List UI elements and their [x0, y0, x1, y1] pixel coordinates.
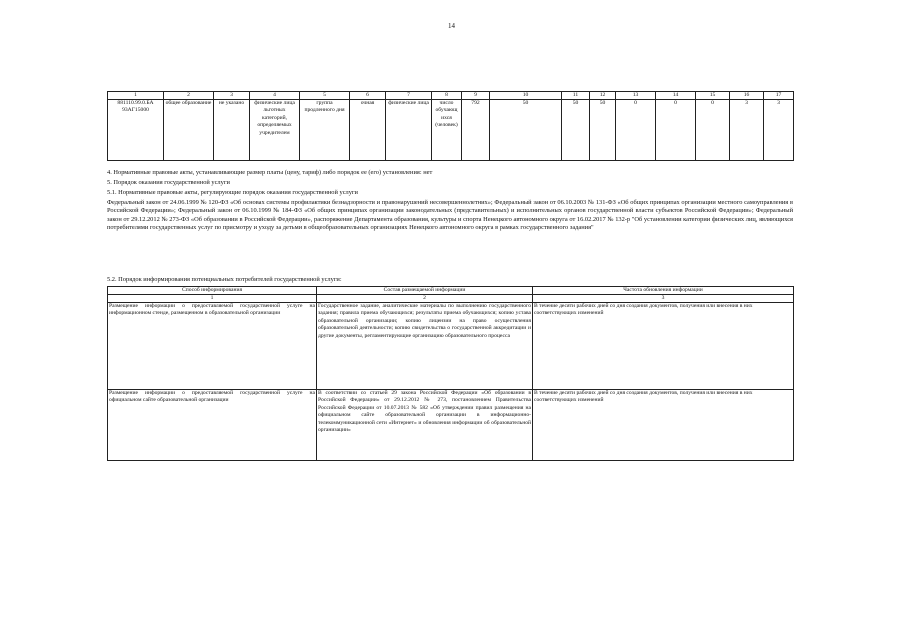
- col-number: 14: [656, 92, 696, 100]
- table-cell: 50: [562, 100, 590, 161]
- table-header-row: [108, 287, 794, 295]
- table-cell: физические лица: [386, 100, 432, 161]
- col-number: 6: [350, 92, 386, 100]
- table-row: [108, 390, 794, 461]
- section-heading-informing: 5.2. Порядок информирования потенциальных потребителей государственной услуги:: [107, 276, 342, 283]
- col-number: 3: [214, 92, 250, 100]
- update-frequency: В течение десяти рабочих дней со дня создания документов, получения или внесения в них соответствующих изменений: [533, 390, 794, 461]
- col-number: 2: [164, 92, 214, 100]
- col-number: 11: [562, 92, 590, 100]
- table-cell: 792: [462, 100, 490, 161]
- section-heading-legal-acts: 5.1. Нормативные правовые акты, регулирующие порядок оказания государственной услуги: [107, 189, 358, 196]
- col-number: 3: [533, 295, 794, 303]
- table-row: [108, 303, 794, 390]
- col-number: 17: [764, 92, 794, 100]
- col-number: 7: [386, 92, 432, 100]
- column-number-row: [108, 295, 794, 303]
- informing-method: Размещение информации о предоставляемой государственной услуге на информационном стенде, размещенном в образовательной организации: [108, 303, 317, 390]
- col-number: 1: [108, 295, 317, 303]
- table-cell: не указано: [214, 100, 250, 161]
- table-cell: группа продленного дня: [300, 100, 350, 161]
- table-cell: физические лица льготных категорий, определяемых учредителем: [250, 100, 300, 161]
- col-number: 16: [730, 92, 764, 100]
- col-number: 15: [696, 92, 730, 100]
- table-cell: 0: [696, 100, 730, 161]
- table-cell: 3: [764, 100, 794, 161]
- information-content: Государственное задание, аналитические материалы по выполнению государственного задания; правила приема обучающихся; результаты приема обучающихся; копию устава образовательной организации; копию лицензии на право осуществления образовательной деятельности; копию свидетельства о государственной аккредитации и другие документы, регламентирующие организацию образовательного процесса: [317, 303, 533, 390]
- legal-acts-text: Федеральный закон от 24.06.1999 № 120-ФЗ «Об основах системы профилактики безнадзорности и правонарушений несовершеннолетних»; Федеральный закон от 06.10.2003 № 131-ФЗ «Об общих принципах организации местного самоуправления в Российской Федерации»; Федеральный закон от 06.10.1999 № 184-ФЗ «Об общих принципах организации законодательных (представительных) и исполнительных органов государственной власти субъектов Российской Федерации»; Федеральный закон от 29.12.2012 № 273-ФЗ «Об образовании в Российской Федерации», распоряжение Департамента образования, культуры и спорта Ненецкого автономного округа от 16.02.2017 № 132-р "Об установлении категории физических лиц, являющихся потребителями государственных услуг по присмотру и уходу за детьми в общеобразовательных организациях Ненецкого автономного округа в рамках государственного задания": [107, 199, 793, 231]
- col-number: 10: [490, 92, 562, 100]
- table-cell: 50: [590, 100, 616, 161]
- table-cell: 0: [616, 100, 656, 161]
- informing-methods-table: [107, 286, 794, 461]
- col-number: 2: [317, 295, 533, 303]
- update-frequency: В течение десяти рабочих дней со дня создания документов, получения или внесения в них соответствующих изменений: [533, 303, 794, 390]
- col-number: 12: [590, 92, 616, 100]
- table-row: [108, 100, 794, 161]
- table-cell: 3: [730, 100, 764, 161]
- col-number: 8: [432, 92, 462, 100]
- col-number: 13: [616, 92, 656, 100]
- col-number: 9: [462, 92, 490, 100]
- cell-registry-code: 881110.99.0.БА 93АГ15000: [108, 100, 164, 161]
- column-header: Способ информирования: [108, 287, 317, 295]
- column-number-row: [108, 92, 794, 100]
- table-cell: общее образование: [164, 100, 214, 161]
- table-cell: очная: [350, 100, 386, 161]
- information-content: В соответствии со статьей 29 закона Российской Федерации «Об образовании в Российской Федерации» от 29.12.2012 № 273, постановлением Правительства Российской Федерации от 10.07.2013 № 582 «Об утверждении правил размещения на официальном сайте образовательной организации в информационно-телекоммуникационной сети «Интернет» и обновления информации об образовательной организации»: [317, 390, 533, 461]
- table-cell: 0: [656, 100, 696, 161]
- col-number: 5: [300, 92, 350, 100]
- column-header: Состав размещаемой информации: [317, 287, 533, 295]
- section-heading-procedure: 5. Порядок оказания государственной услуги: [107, 179, 230, 186]
- col-number: 1: [108, 92, 164, 100]
- informing-method: Размещение информации о предоставляемой государственной услуге на официальном сайте образовательной организации: [108, 390, 317, 461]
- page-number: 14: [448, 22, 455, 30]
- table-cell: 50: [490, 100, 562, 161]
- col-number: 4: [250, 92, 300, 100]
- table-cell: число обучающ ихся (человек): [432, 100, 462, 161]
- column-header: Частота обновления информации: [533, 287, 794, 295]
- service-indicators-table: [107, 91, 794, 161]
- paragraph-fees: 4. Нормативные правовые акты, устанавливающие размер платы (цену, тариф) либо порядок ее (его) установления: нет: [107, 169, 433, 176]
